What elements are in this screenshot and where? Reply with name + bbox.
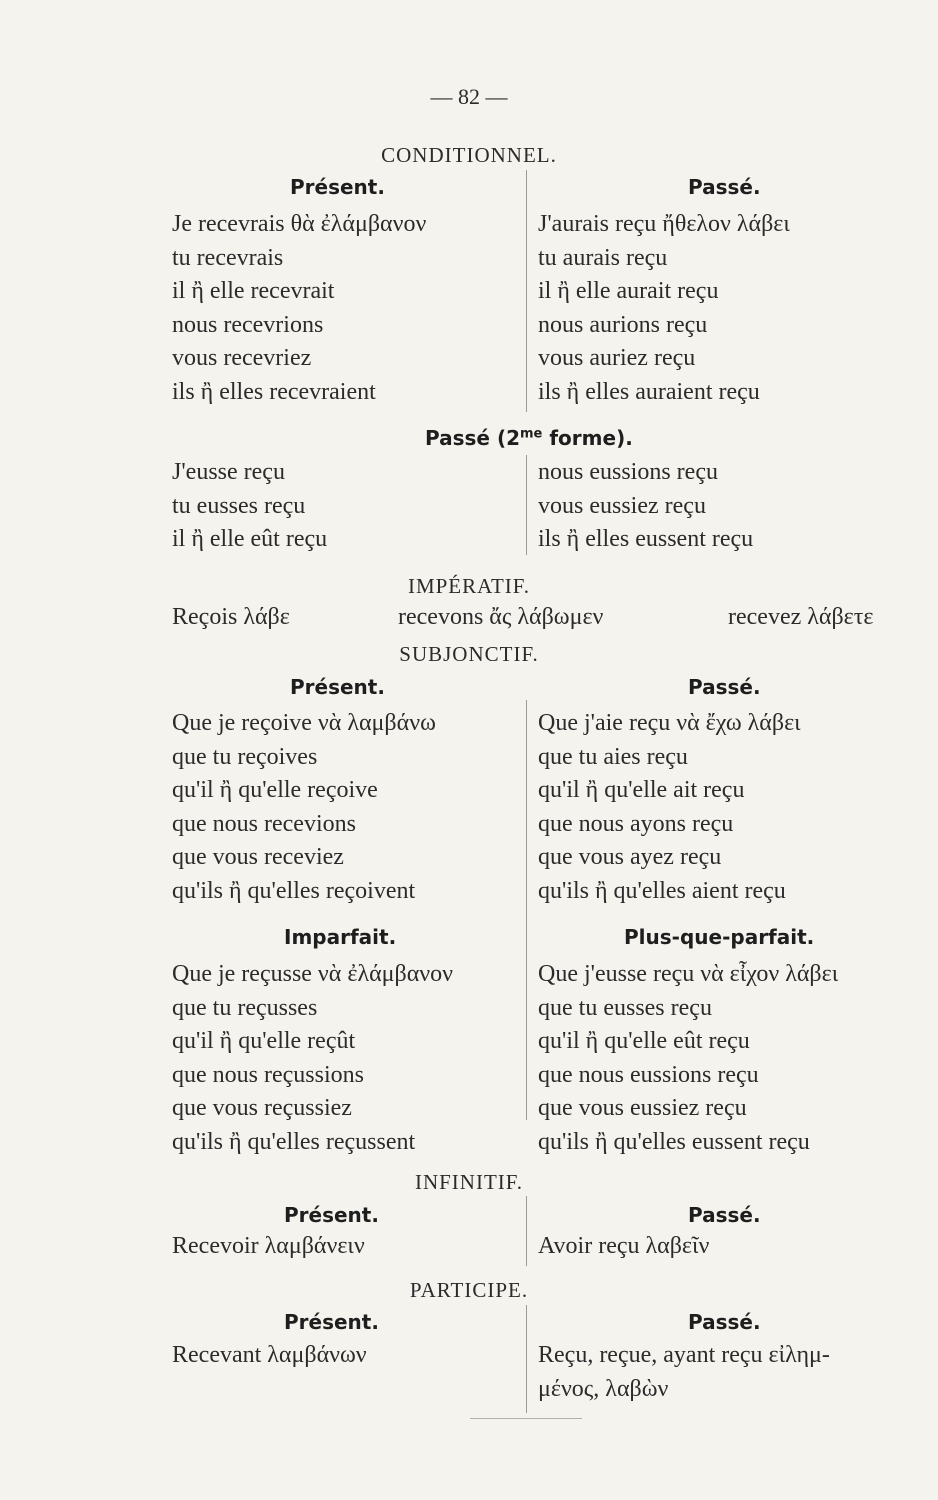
conjugation-line: que vous receviez — [172, 844, 344, 870]
passe-2e-forme-label — [425, 426, 633, 450]
subjonctif-plus-que-parfait-label: Plus-que-parfait. — [624, 925, 815, 949]
conjugation-line: Que j'aie reçu νὰ ἔχω λάβει — [538, 710, 801, 736]
conjugation-line: qu'il ἢ qu'elle eût reçu — [538, 1028, 750, 1054]
conjugation-line: vous recevriez — [172, 345, 312, 371]
conditionnel-present-list — [172, 208, 426, 409]
subjonctif-present-label: Présent. — [290, 675, 385, 699]
participe-present-line: Recevant λαμβάνων — [172, 1342, 367, 1368]
conditionnel-heading: CONDITIONNEL. — [381, 143, 557, 167]
conjugation-line: Que je reçoive νὰ λαμβάνω — [172, 710, 436, 736]
conjugation-line: qu'il ἢ qu'elle reçoive — [172, 777, 378, 803]
imperatif-item: Reçois λάβε — [172, 604, 290, 630]
conjugation-line: il ἢ elle eût reçu — [172, 526, 328, 552]
conjugation-line: que vous reçussiez — [172, 1095, 352, 1121]
conjugation-line: tu eusses reçu — [172, 492, 306, 519]
imperatif-heading: IMPÉRATIF. — [407, 574, 531, 598]
conjugation-line: vous auriez reçu — [538, 345, 696, 371]
conjugation-line: Je recevrais θὰ ἐλάμβανον — [172, 211, 427, 237]
imperatif-item: recevez λάβετε — [728, 604, 874, 630]
conjugation-line: il ἢ elle aurait reçu — [538, 278, 719, 304]
passe-2e-forme-main: Passé (2 — [425, 426, 521, 450]
participe-passe-label: Passé. — [688, 1310, 761, 1334]
subjonctif-heading: SUBJONCTIF. — [399, 642, 539, 666]
passe-2e-forme-sup: me — [520, 426, 543, 442]
conjugation-line: ils ἢ elles eussent reçu — [538, 526, 754, 552]
conjugation-line: que vous eussiez reçu — [538, 1095, 747, 1121]
infinitif-present-line: Recevoir λαμβάνειν — [172, 1233, 365, 1259]
conjugation-line: J'eusse reçu — [172, 459, 285, 485]
passe-2e-forme-left — [172, 456, 327, 557]
subjonctif-passe-label: Passé. — [688, 675, 761, 699]
subjonctif-imparfait-list — [172, 958, 453, 1159]
conjugation-line: ils ἢ elles auraient reçu — [538, 378, 760, 405]
participe-present-label: Présent. — [284, 1310, 379, 1334]
conjugation-line: que vous ayez reçu — [538, 844, 722, 870]
column-divider — [526, 455, 527, 555]
conjugation-line: Que j'eusse reçu νὰ εἶχον λάβει — [538, 961, 839, 987]
participe-passe-line: Reçu, reçue, ayant reçu εἰλημ- — [538, 1342, 830, 1368]
conjugation-line: que tu reçusses — [172, 994, 318, 1021]
conjugation-line: que nous recevions — [172, 810, 356, 837]
conjugation-line: tu recevrais — [172, 244, 284, 271]
conjugation-line: J'aurais reçu ἤθελον λάβει — [538, 211, 790, 237]
passe-2e-forme-right — [538, 456, 753, 557]
conjugation-line: qu'il ἢ qu'elle ait reçu — [538, 777, 745, 803]
conjugation-line: que nous reçussions — [172, 1061, 364, 1088]
conjugation-line: Que je reçusse νὰ ἐλάμβανον — [172, 961, 454, 987]
passe-2e-forme-end: forme). — [542, 426, 633, 450]
infinitif-passe-line: Avoir reçu λαβεῖν — [538, 1233, 710, 1259]
conjugation-line: qu'ils ἢ qu'elles reçussent — [172, 1128, 416, 1155]
conjugation-line: que nous eussions reçu — [538, 1061, 759, 1088]
imperatif-item: recevons ἄς λάβωμεν — [398, 604, 604, 630]
conjugation-line: ils ἢ elles recevraient — [172, 378, 376, 405]
conjugation-line: que tu reçoives — [172, 743, 318, 770]
subjonctif-plus-que-parfait-list — [538, 958, 838, 1159]
column-divider — [526, 1305, 527, 1413]
conditionnel-passe-list — [538, 208, 790, 409]
infinitif-heading: INFINITIF. — [414, 1170, 524, 1194]
page-number: — 82 — — [430, 84, 508, 109]
conjugation-line: nous recevrions — [172, 311, 324, 338]
column-divider — [526, 1196, 527, 1266]
conjugation-line: que tu eusses reçu — [538, 994, 712, 1021]
conjugation-line: qu'ils ἢ qu'elles reçoivent — [172, 877, 416, 904]
participe-heading: PARTICIPE. — [409, 1278, 529, 1302]
conditionnel-present-label: Présent. — [290, 175, 385, 199]
conjugation-line: que tu aies reçu — [538, 743, 688, 770]
conjugation-line: qu'ils ἢ qu'elles aient reçu — [538, 877, 786, 904]
conjugation-line: vous eussiez reçu — [538, 492, 706, 519]
closing-rule — [470, 1418, 582, 1419]
conjugation-line: tu aurais reçu — [538, 244, 668, 271]
conditionnel-passe-label: Passé. — [688, 175, 761, 199]
infinitif-passe-label: Passé. — [688, 1203, 761, 1227]
subjonctif-passe-list — [538, 707, 801, 908]
conjugation-line: qu'ils ἢ qu'elles eussent reçu — [538, 1128, 810, 1155]
column-divider — [526, 700, 527, 1120]
conjugation-line: que nous ayons reçu — [538, 810, 734, 837]
conjugation-line: il ἢ elle recevrait — [172, 278, 335, 304]
infinitif-present-label: Présent. — [284, 1203, 379, 1227]
column-divider — [526, 170, 527, 412]
conjugation-line: nous eussions reçu — [538, 459, 718, 485]
subjonctif-present-list — [172, 707, 436, 908]
conjugation-line: nous aurions reçu — [538, 311, 708, 338]
subjonctif-imparfait-label: Imparfait. — [284, 925, 397, 949]
conjugation-line: qu'il ἢ qu'elle reçût — [172, 1028, 356, 1054]
participe-passe-line: μένος, λαβὼν — [538, 1376, 669, 1402]
